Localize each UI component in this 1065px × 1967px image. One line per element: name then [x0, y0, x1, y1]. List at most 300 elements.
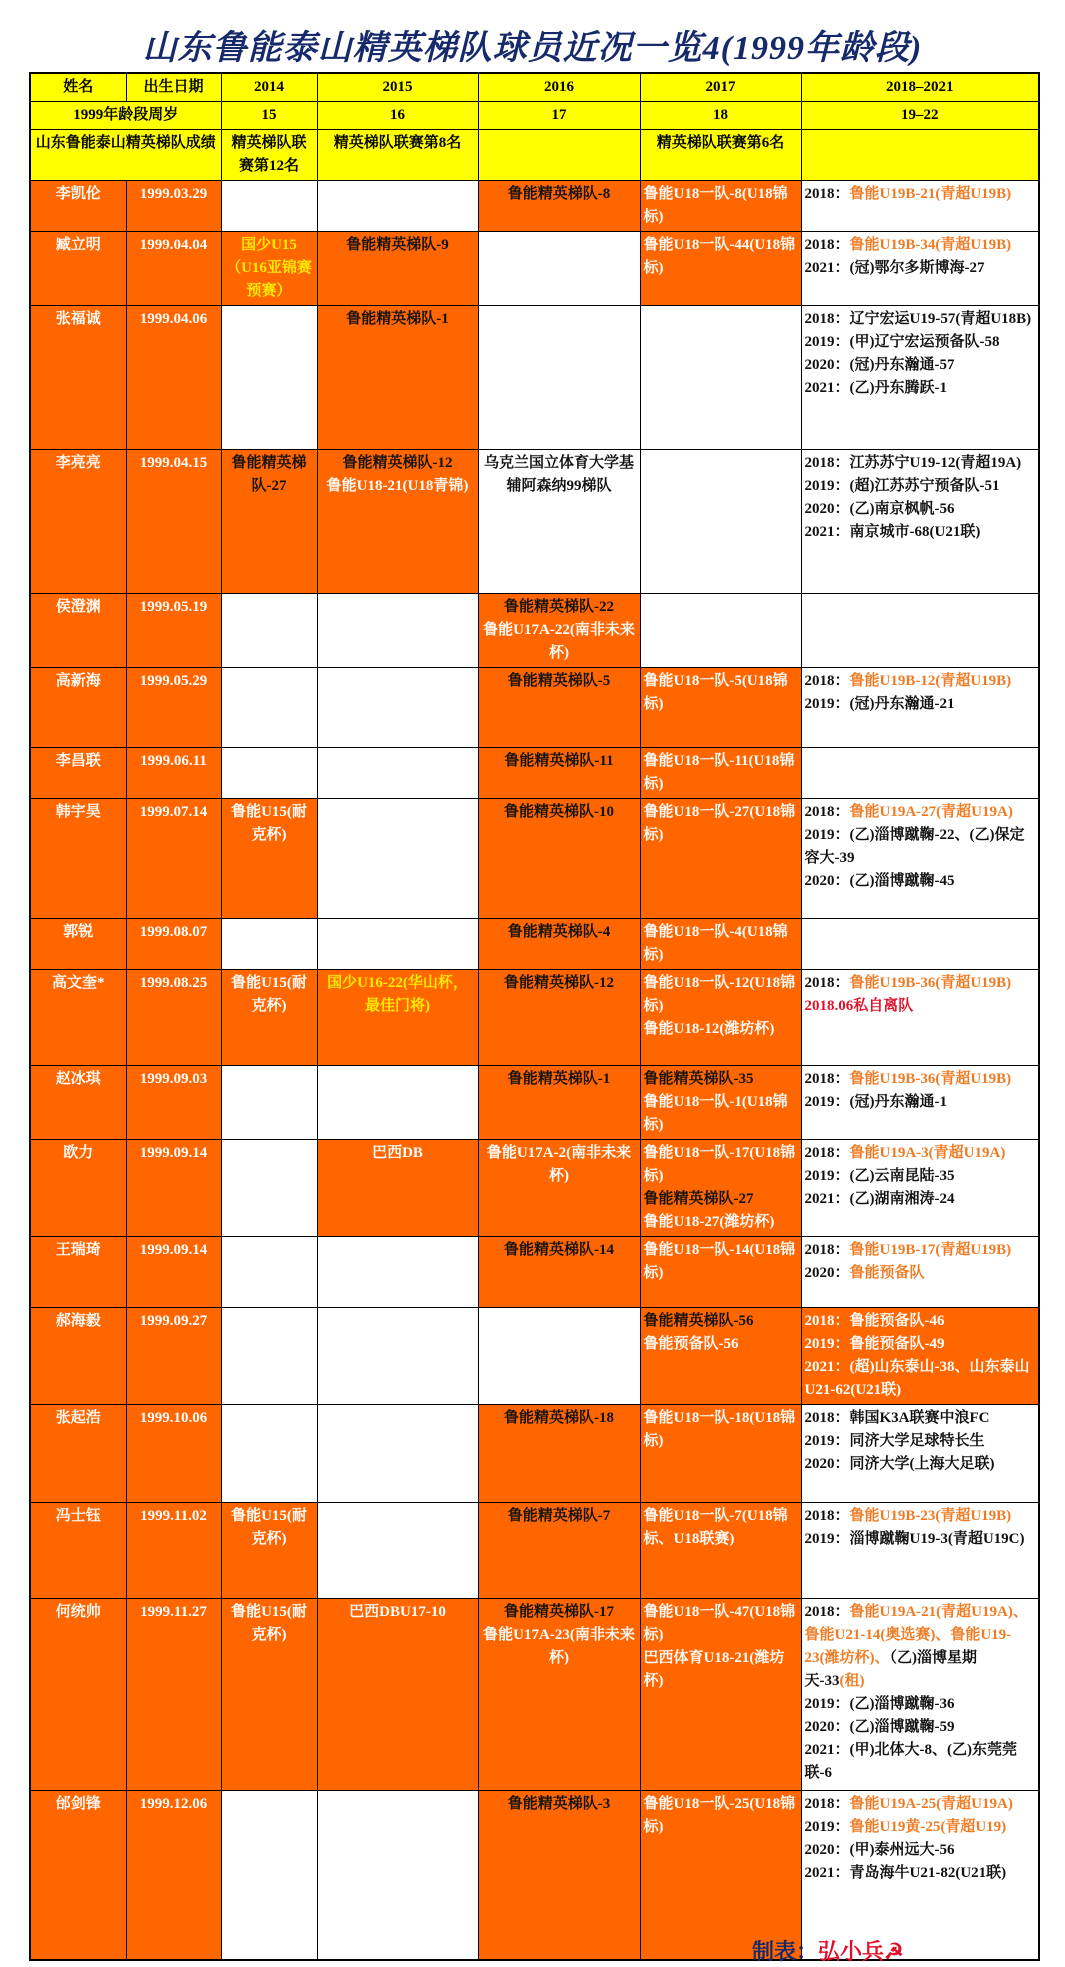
header-age-label: 1999年龄段周岁	[30, 102, 221, 130]
entry-text: 鲁能U19A-27(青超U19A)	[849, 804, 1013, 820]
entry-text: 鲁能精英梯队-4	[507, 924, 611, 940]
player-name: 李凯伦	[30, 181, 126, 232]
season-entry	[482, 452, 637, 498]
entry-text: 2020：同济大学(上海大足联)	[804, 1456, 995, 1472]
entry-text: 鲁能U19A-21(青超U19A)、鲁能U21-14(奥选赛)、鲁能U19-23(潍坊杯)、	[804, 1604, 1028, 1666]
season-cell-2015	[317, 594, 478, 668]
season-cell-2014	[221, 668, 317, 748]
season-entry	[805, 1262, 1036, 1285]
season-entry	[644, 972, 798, 1018]
entry-text: 鲁能U19B-36(青超U19B)	[849, 1071, 1012, 1087]
season-cell-2015	[317, 1140, 478, 1237]
season-entry	[805, 475, 1036, 498]
season-cell-2017	[640, 1503, 801, 1599]
entry-text: 鲁能U19B-12(青超U19B)	[849, 673, 1012, 689]
header-row-ages	[30, 102, 1039, 130]
season-entry	[805, 693, 1036, 716]
entry-text: 鲁能精英梯队-27	[643, 1191, 754, 1207]
player-row	[30, 232, 1039, 306]
season-cell-2016	[478, 668, 640, 748]
player-row	[30, 919, 1039, 970]
season-entry	[644, 1211, 798, 1234]
player-name: 韩宇昊	[30, 799, 126, 919]
season-entry	[321, 475, 475, 498]
season-cell-2016	[478, 1791, 640, 1960]
season-cell-2015	[317, 450, 478, 594]
season-entry	[482, 1068, 637, 1091]
player-row	[30, 1599, 1039, 1791]
entry-text: 国少U15（U16亚锦赛预赛）	[226, 237, 312, 299]
player-name: 冯士钰	[30, 1503, 126, 1599]
entry-text: 鲁能精英梯队-17	[504, 1604, 614, 1620]
entry-text: 鲁能U18一队-44(U18锦标)	[643, 237, 796, 276]
season-entry	[644, 1018, 798, 1041]
season-entry	[321, 234, 475, 257]
season-entry	[644, 1647, 798, 1693]
entry-text: 国少U16-22(华山杯，最佳门将)	[327, 975, 468, 1014]
season-entry	[805, 1356, 1036, 1402]
season-entry	[644, 1239, 798, 1285]
season-entry	[482, 750, 637, 773]
entry-text: 2021：(乙)丹东腾跃-1	[804, 380, 947, 396]
header-age: 18	[640, 102, 801, 130]
entry-text: 2019：	[804, 1819, 850, 1835]
player-dob: 1999.05.19	[126, 594, 221, 668]
season-cell-2015	[317, 748, 478, 799]
entry-text: 鲁能U18-21(U18青锦)	[326, 478, 469, 494]
player-name: 何统帅	[30, 1599, 126, 1791]
season-entry	[482, 1601, 637, 1624]
season-entry	[482, 1407, 637, 1430]
season-entry	[644, 1188, 798, 1211]
player-dob: 1999.04.06	[126, 306, 221, 450]
footer-author: 弘小兵	[818, 1939, 885, 1964]
header-name: 姓名	[30, 73, 126, 102]
entry-text: 鲁能精英梯队-14	[504, 1242, 614, 1258]
entry-text: 鲁能U18-12(潍坊杯)	[643, 1021, 775, 1037]
season-cell-2015	[317, 919, 478, 970]
season-cell-2018–2021	[801, 306, 1039, 450]
entry-text: 鲁能精英梯队-12	[342, 455, 453, 471]
season-cell-2016	[478, 1599, 640, 1791]
player-row	[30, 306, 1039, 450]
season-cell-2015	[317, 1503, 478, 1599]
entry-text: 鲁能精英梯队-18	[504, 1410, 614, 1426]
entry-text: 鲁能U18一队-5(U18锦标)	[643, 673, 788, 712]
season-entry	[805, 1862, 1036, 1885]
season-cell-2017	[640, 450, 801, 594]
season-cell-2014	[221, 1066, 317, 1140]
entry-text: 鲁能U19黄-25(青超U19)	[849, 1819, 1007, 1835]
season-cell-2016	[478, 1237, 640, 1308]
entry-text: 鲁能U18一队-14(U18锦标)	[643, 1242, 796, 1281]
season-entry	[805, 801, 1036, 824]
footer-label: 制表：	[752, 1939, 819, 1964]
season-cell-2014	[221, 1791, 317, 1960]
player-dob: 1999.08.07	[126, 919, 221, 970]
season-cell-2015	[317, 306, 478, 450]
entry-text: 鲁能U19A-25(青超U19A)	[849, 1796, 1013, 1812]
player-dob: 1999.09.27	[126, 1308, 221, 1405]
player-row	[30, 1066, 1039, 1140]
season-cell-2017	[640, 1405, 801, 1503]
player-name: 欧力	[30, 1140, 126, 1237]
header-dob: 出生日期	[126, 73, 221, 102]
player-row	[30, 799, 1039, 919]
player-dob: 1999.08.25	[126, 970, 221, 1066]
season-cell-2017	[640, 1599, 801, 1791]
header-age: 15	[221, 102, 317, 130]
season-cell-2014	[221, 1599, 317, 1791]
season-cell-2016	[478, 450, 640, 594]
season-entry	[805, 452, 1036, 475]
entry-text: 2020：(乙)淄博蹴鞠-45	[804, 873, 955, 889]
player-row	[30, 748, 1039, 799]
player-dob: 1999.10.06	[126, 1405, 221, 1503]
player-row	[30, 1503, 1039, 1599]
entry-text: 2021：(冠)鄂尔多斯博海-27	[804, 260, 985, 276]
entry-text: 2019：(超)江苏苏宁预备队-51	[804, 478, 1000, 494]
season-cell-2015	[317, 232, 478, 306]
season-cell-2017	[640, 1237, 801, 1308]
season-entry	[482, 670, 637, 693]
entry-text: 鲁能精英梯队-22	[504, 599, 614, 615]
season-cell-2014	[221, 306, 317, 450]
entry-text: 鲁能U19B-36(青超U19B)	[849, 975, 1012, 991]
season-cell-2016	[478, 1405, 640, 1503]
entry-text: 鲁能U18一队-4(U18锦标)	[643, 924, 788, 963]
season-entry	[805, 1142, 1036, 1165]
season-entry	[644, 1310, 798, 1333]
season-cell-2018–2021	[801, 232, 1039, 306]
entry-text: 2018：	[804, 1796, 850, 1812]
entry-text: 鲁能U17A-22(南非未来杯)	[483, 622, 635, 661]
season-entry	[805, 331, 1036, 354]
season-cell-2015	[317, 1405, 478, 1503]
season-entry	[805, 1453, 1036, 1476]
player-dob: 1999.11.27	[126, 1599, 221, 1791]
season-entry	[482, 921, 637, 944]
entry-text: 鲁能精英梯队-10	[504, 804, 614, 820]
entry-text: 2018：	[804, 673, 850, 689]
header-year: 2015	[317, 73, 478, 102]
season-cell-2017	[640, 919, 801, 970]
season-cell-2015	[317, 970, 478, 1066]
entry-text: 鲁能U15(耐克杯)	[231, 1604, 307, 1643]
season-cell-2018–2021	[801, 1308, 1039, 1405]
entry-text: 2018：	[804, 975, 850, 991]
season-entry	[225, 801, 314, 847]
header-result	[801, 130, 1039, 181]
season-entry	[805, 1793, 1036, 1816]
season-cell-2014	[221, 970, 317, 1066]
season-cell-2014	[221, 1140, 317, 1237]
season-cell-2017	[640, 594, 801, 668]
season-entry	[644, 1068, 798, 1091]
season-entry	[225, 234, 314, 303]
season-cell-2015	[317, 181, 478, 232]
season-cell-2017	[640, 748, 801, 799]
season-entry	[805, 670, 1036, 693]
season-entry	[644, 183, 798, 229]
player-name: 邰剑锋	[30, 1791, 126, 1960]
season-entry	[225, 1601, 314, 1647]
season-entry	[644, 801, 798, 847]
season-cell-2018–2021	[801, 748, 1039, 799]
entry-text: 2018：	[804, 804, 850, 820]
player-name: 高文奎*	[30, 970, 126, 1066]
season-cell-2016	[478, 1503, 640, 1599]
entry-text: 2018：	[804, 1145, 850, 1161]
entry-text: 鲁能U18一队-8(U18锦标)	[643, 186, 788, 225]
entry-text: 2019：(甲)辽宁宏运预备队-58	[804, 334, 1000, 350]
season-entry	[805, 234, 1036, 257]
player-dob: 1999.09.14	[126, 1140, 221, 1237]
season-entry	[805, 1839, 1036, 1862]
entry-text: 2019：淄博蹴鞠U19-3(青超U19C)	[804, 1531, 1025, 1547]
header-year: 2017	[640, 73, 801, 102]
header-age: 16	[317, 102, 478, 130]
entry-text: 2018：辽宁宏运U19-57(青超U18B)	[804, 311, 1032, 327]
entry-text: 2018：韩国K3A联赛中浪FC	[804, 1410, 990, 1426]
entry-text: 鲁能精英梯队-9	[346, 237, 449, 253]
entry-text: 2018.06私自离队	[804, 998, 914, 1014]
season-entry	[321, 972, 475, 1018]
season-entry	[805, 1816, 1036, 1839]
entry-text: 鲁能预备队	[849, 1265, 925, 1281]
season-cell-2018–2021	[801, 1599, 1039, 1791]
entry-text: 鲁能U18一队-7(U18锦标、U18联赛)	[643, 1508, 788, 1547]
season-entry	[805, 308, 1036, 331]
season-entry	[805, 1068, 1036, 1091]
player-name: 赵冰琪	[30, 1066, 126, 1140]
season-entry	[644, 1333, 798, 1356]
header-year: 2014	[221, 73, 317, 102]
entry-text: 鲁能U18一队-18(U18锦标)	[643, 1410, 796, 1449]
season-cell-2014	[221, 594, 317, 668]
hammer-sickle-icon: ☭	[884, 1939, 904, 1964]
season-entry	[805, 521, 1036, 544]
season-entry	[805, 1165, 1036, 1188]
entry-text: 巴西DB	[372, 1145, 423, 1161]
season-cell-2018–2021	[801, 668, 1039, 748]
entry-text: 鲁能U15(耐克杯)	[231, 975, 307, 1014]
player-dob: 1999.09.14	[126, 1237, 221, 1308]
season-entry	[805, 1716, 1036, 1739]
season-cell-2018–2021	[801, 799, 1039, 919]
entry-text: 鲁能精英梯队-27	[231, 455, 307, 494]
season-entry	[805, 1091, 1036, 1114]
entry-text: 乌克兰国立体育大学基辅阿森纳99梯队	[483, 455, 634, 494]
season-cell-2015	[317, 1237, 478, 1308]
player-dob: 1999.07.14	[126, 799, 221, 919]
season-cell-2017	[640, 799, 801, 919]
season-cell-2015	[317, 1066, 478, 1140]
season-cell-2018–2021	[801, 1066, 1039, 1140]
entry-text: 鲁能精英梯队-1	[346, 311, 449, 327]
season-entry	[321, 1142, 475, 1165]
entry-text: 鲁能U17A-23(南非未来杯)	[483, 1627, 635, 1666]
entry-text: 2021：(甲)北体大-8、(乙)东莞莞联-6	[804, 1742, 1017, 1781]
footer-credit	[752, 1935, 904, 1966]
season-cell-2018–2021	[801, 450, 1039, 594]
player-row	[30, 668, 1039, 748]
player-row	[30, 1237, 1039, 1308]
entry-text: 鲁能精英梯队-7	[507, 1508, 611, 1524]
player-name: 李亮亮	[30, 450, 126, 594]
season-cell-2017	[640, 232, 801, 306]
season-cell-2015	[317, 668, 478, 748]
season-cell-2014	[221, 919, 317, 970]
season-cell-2016	[478, 181, 640, 232]
entry-text: 鲁能U19B-23(青超U19B)	[849, 1508, 1012, 1524]
season-cell-2016	[478, 970, 640, 1066]
season-cell-2017	[640, 1066, 801, 1140]
season-entry	[805, 1505, 1036, 1528]
player-dob: 1999.09.03	[126, 1066, 221, 1140]
player-name: 郝海毅	[30, 1308, 126, 1405]
player-name: 张起浩	[30, 1405, 126, 1503]
entry-text: 鲁能精英梯队-56	[643, 1313, 754, 1329]
season-cell-2014	[221, 232, 317, 306]
entry-text: 2019：(乙)云南昆陆-35	[804, 1168, 955, 1184]
season-cell-2017	[640, 970, 801, 1066]
season-entry	[805, 972, 1036, 995]
season-cell-2017	[640, 181, 801, 232]
season-cell-2018–2021	[801, 1237, 1039, 1308]
entry-text: 鲁能精英梯队-5	[507, 673, 611, 689]
entry-text: (租)	[839, 1673, 865, 1689]
entry-text: 2018：	[804, 1604, 850, 1620]
player-dob: 1999.04.04	[126, 232, 221, 306]
season-entry	[805, 1739, 1036, 1785]
season-cell-2018–2021	[801, 594, 1039, 668]
entry-text: 2020：(乙)淄博蹴鞠-59	[804, 1719, 955, 1735]
entry-text: 2019：(乙)淄博蹴鞠-22、(乙)保定容大-39	[804, 827, 1025, 866]
player-dob: 1999.05.29	[126, 668, 221, 748]
player-row	[30, 970, 1039, 1066]
season-entry	[805, 498, 1036, 521]
entry-text: 鲁能U18一队-47(U18锦标)	[643, 1604, 796, 1643]
entry-text: 2021：(乙)湖南湘涛-24	[804, 1191, 955, 1207]
entry-text: 鲁能精英梯队-8	[507, 186, 611, 202]
season-cell-2016	[478, 1308, 640, 1405]
entry-text: 2018：鲁能预备队-46	[804, 1313, 945, 1329]
season-entry	[321, 1601, 475, 1624]
entry-text: 鲁能U17A-2(南非未来杯)	[486, 1145, 632, 1184]
season-cell-2018–2021	[801, 1503, 1039, 1599]
season-entry	[644, 234, 798, 280]
season-entry	[482, 801, 637, 824]
season-cell-2016	[478, 1140, 640, 1237]
season-entry	[805, 824, 1036, 870]
season-entry	[805, 354, 1036, 377]
header-result-label: 山东鲁能泰山精英梯队成绩	[30, 130, 221, 181]
season-entry	[644, 1601, 798, 1647]
player-dob: 1999.06.11	[126, 748, 221, 799]
season-entry	[805, 1693, 1036, 1716]
season-cell-2018–2021	[801, 970, 1039, 1066]
player-name: 李昌联	[30, 748, 126, 799]
season-entry	[482, 972, 637, 995]
entry-text: 巴西体育U18-21(潍坊杯)	[643, 1650, 785, 1689]
entry-text: 2020：(冠)丹东瀚通-57	[804, 357, 955, 373]
entry-text: 鲁能U19A-3(青超U19A)	[849, 1145, 1006, 1161]
header-age: 19–22	[801, 102, 1039, 130]
season-cell-2018–2021	[801, 1405, 1039, 1503]
season-entry	[805, 183, 1036, 206]
season-cell-2014	[221, 181, 317, 232]
entry-text: 鲁能U18一队-27(U18锦标)	[643, 804, 796, 843]
season-cell-2014	[221, 1237, 317, 1308]
season-cell-2014	[221, 1308, 317, 1405]
season-cell-2016	[478, 306, 640, 450]
entry-text: 鲁能U19B-21(青超U19B)	[849, 186, 1012, 202]
player-name: 高新海	[30, 668, 126, 748]
season-cell-2017	[640, 306, 801, 450]
entry-text: 鲁能精英梯队-12	[504, 975, 614, 991]
season-cell-2014	[221, 1405, 317, 1503]
entry-text: 鲁能U15(耐克杯)	[231, 1508, 307, 1547]
season-entry	[805, 1310, 1036, 1333]
season-entry	[644, 1505, 798, 1551]
player-row	[30, 1405, 1039, 1503]
player-dob: 1999.12.06	[126, 1791, 221, 1960]
season-cell-2016	[478, 748, 640, 799]
season-cell-2014	[221, 1503, 317, 1599]
entry-text: 2018：	[804, 237, 850, 253]
header-result	[478, 130, 640, 181]
season-cell-2015	[317, 1308, 478, 1405]
season-entry	[482, 619, 637, 665]
season-cell-2015	[317, 1599, 478, 1791]
season-entry	[805, 1239, 1036, 1262]
entry-text: 鲁能U18一队-17(U18锦标)	[643, 1145, 796, 1184]
season-entry	[805, 870, 1036, 893]
player-row	[30, 1140, 1039, 1237]
season-entry	[225, 1505, 314, 1551]
season-entry	[644, 750, 798, 796]
entry-text: 2021：青岛海牛U21-82(U21联)	[804, 1865, 1007, 1881]
entry-text: 鲁能U18-27(潍坊杯)	[643, 1214, 775, 1230]
season-entry	[805, 1430, 1036, 1453]
season-cell-2017	[640, 1308, 801, 1405]
entry-text: 鲁能精英梯队-11	[504, 753, 614, 769]
season-entry	[321, 452, 475, 475]
season-entry	[482, 1793, 637, 1816]
season-cell-2018–2021	[801, 919, 1039, 970]
entry-text: 2020：	[804, 1265, 850, 1281]
entry-text: 鲁能预备队-56	[643, 1336, 739, 1352]
season-entry	[805, 377, 1036, 400]
season-cell-2015	[317, 1791, 478, 1960]
season-cell-2016	[478, 799, 640, 919]
entry-text: 鲁能U18一队-11(U18锦标)	[643, 753, 795, 792]
player-row	[30, 450, 1039, 594]
player-name: 郭锐	[30, 919, 126, 970]
header-result: 精英梯队联赛第6名	[640, 130, 801, 181]
season-entry	[225, 452, 314, 498]
player-dob: 1999.11.02	[126, 1503, 221, 1599]
season-cell-2016	[478, 1066, 640, 1140]
season-entry	[482, 596, 637, 619]
season-cell-2014	[221, 450, 317, 594]
header-year: 2016	[478, 73, 640, 102]
entry-text: 2018：	[804, 1071, 850, 1087]
player-name: 张福诚	[30, 306, 126, 450]
season-cell-2014	[221, 748, 317, 799]
season-entry	[644, 921, 798, 967]
